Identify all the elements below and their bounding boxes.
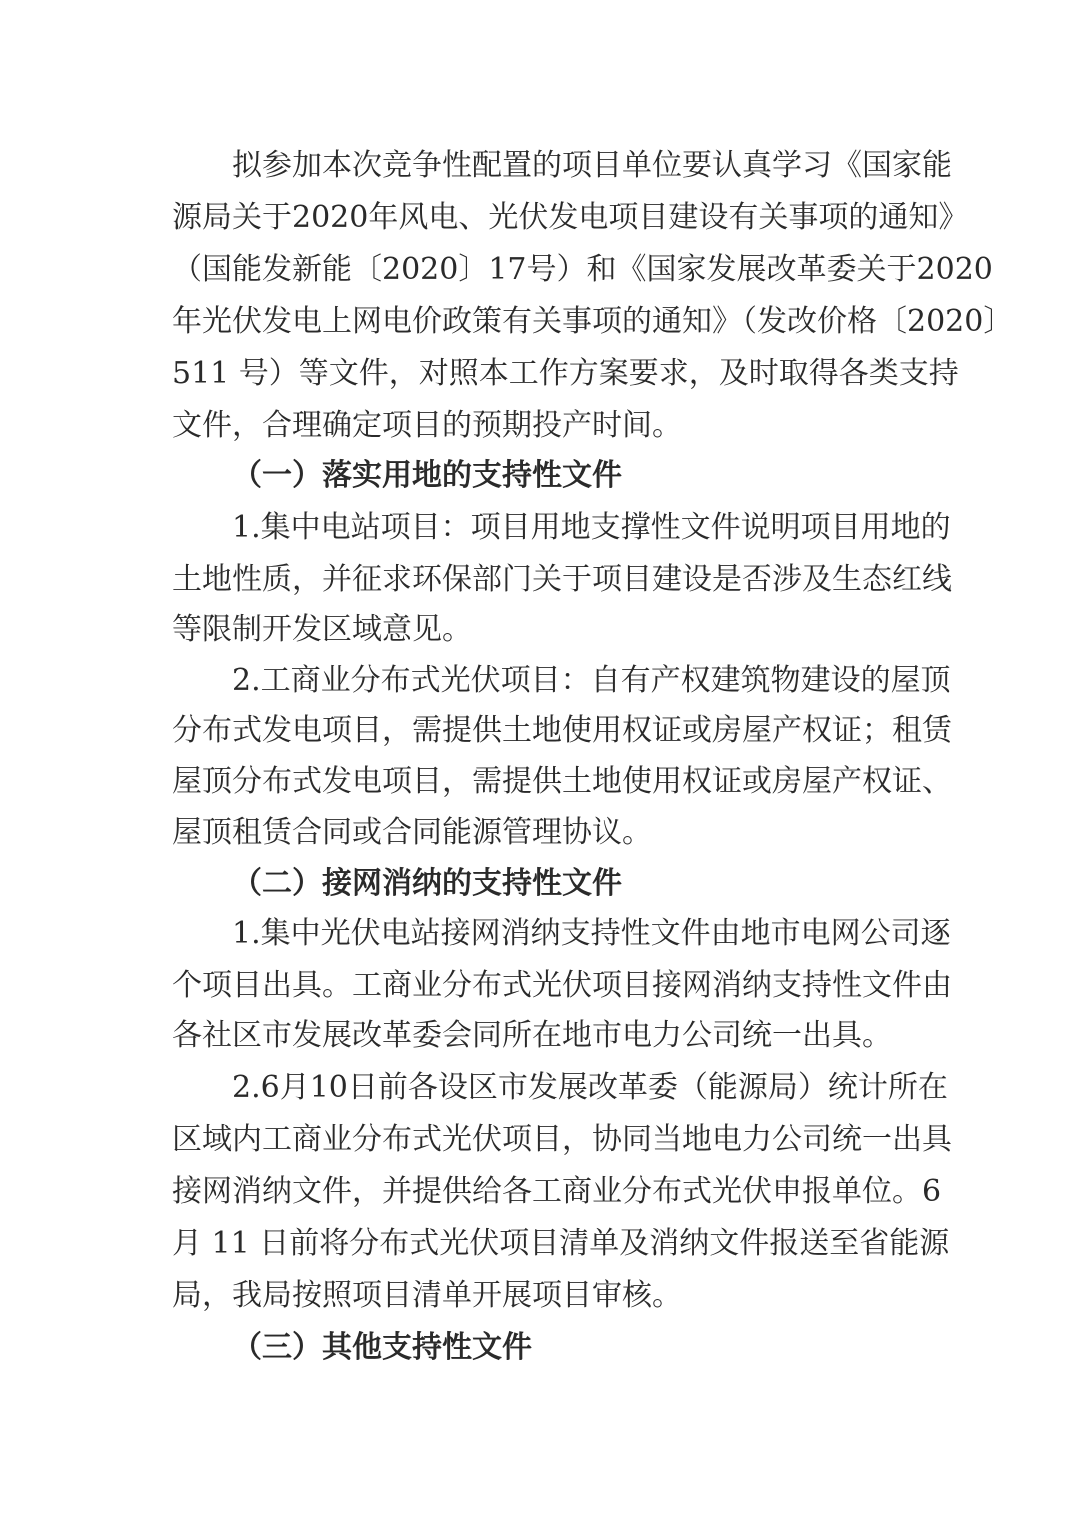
paragraph-grid-1-line-1: 1.集中光伏电站接网消纳支持性文件由地市电网公司逐 (232, 916, 951, 951)
paragraph-intro-line-6: 文件，合理确定项目的预期投产时间。 (172, 408, 682, 443)
paragraph-intro-line-3: （国能发新能〔2020〕17号）和《国家发展改革委关于2020 (172, 252, 993, 287)
paragraph-intro-line-1: 拟参加本次竞争性配置的项目单位要认真学习《国家能 (232, 148, 952, 183)
paragraph-grid-2-line-1: 2.6月10日前各设区市发展改革委（能源局）统计所在 (232, 1070, 948, 1105)
paragraph-grid-1-line-3: 各社区市发展改革委会同所在地市电力公司统一出具。 (172, 1018, 892, 1053)
paragraph-intro-line-5: 511 号）等文件，对照本工作方案要求，及时取得各类支持 (172, 356, 959, 391)
section-heading-grid: （二）接网消纳的支持性文件 (232, 866, 622, 901)
paragraph-grid-2-line-4: 月 11 日前将分布式光伏项目清单及消纳文件报送至省能源 (172, 1226, 950, 1261)
paragraph-distributed-line-2: 分布式发电项目，需提供土地使用权证或房屋产权证；租赁 (172, 713, 952, 748)
paragraph-distributed-line-1: 2.工商业分布式光伏项目：自有产权建筑物建设的屋顶 (232, 663, 951, 698)
paragraph-centralized-line-3: 等限制开发区域意见。 (172, 612, 472, 647)
paragraph-intro-line-2: 源局关于2020年风电、光伏发电项目建设有关事项的通知》 (172, 200, 969, 235)
paragraph-grid-2-line-3: 接网消纳文件，并提供给各工商业分布式光伏申报单位。6 (172, 1174, 942, 1209)
paragraph-distributed-line-4: 屋顶租赁合同或合同能源管理协议。 (172, 815, 652, 850)
paragraph-grid-2-line-2: 区域内工商业分布式光伏项目，协同当地电力公司统一出具 (172, 1122, 952, 1157)
paragraph-grid-2-line-5: 局，我局按照项目清单开展项目审核。 (172, 1278, 682, 1313)
section-heading-land: （一）落实用地的支持性文件 (232, 458, 622, 493)
paragraph-centralized-line-1: 1.集中电站项目：项目用地支撑性文件说明项目用地的 (232, 510, 951, 545)
paragraph-intro-line-4: 年光伏发电上网电价政策有关事项的通知》（发改价格〔2020〕 (172, 304, 1014, 339)
paragraph-distributed-line-3: 屋顶分布式发电项目，需提供土地使用权证或房屋产权证、 (172, 764, 952, 799)
section-heading-other: （三）其他支持性文件 (232, 1330, 532, 1365)
paragraph-grid-1-line-2: 个项目出具。工商业分布式光伏项目接网消纳支持性文件由 (172, 968, 952, 1003)
paragraph-centralized-line-2: 土地性质，并征求环保部门关于项目建设是否涉及生态红线 (172, 562, 952, 597)
